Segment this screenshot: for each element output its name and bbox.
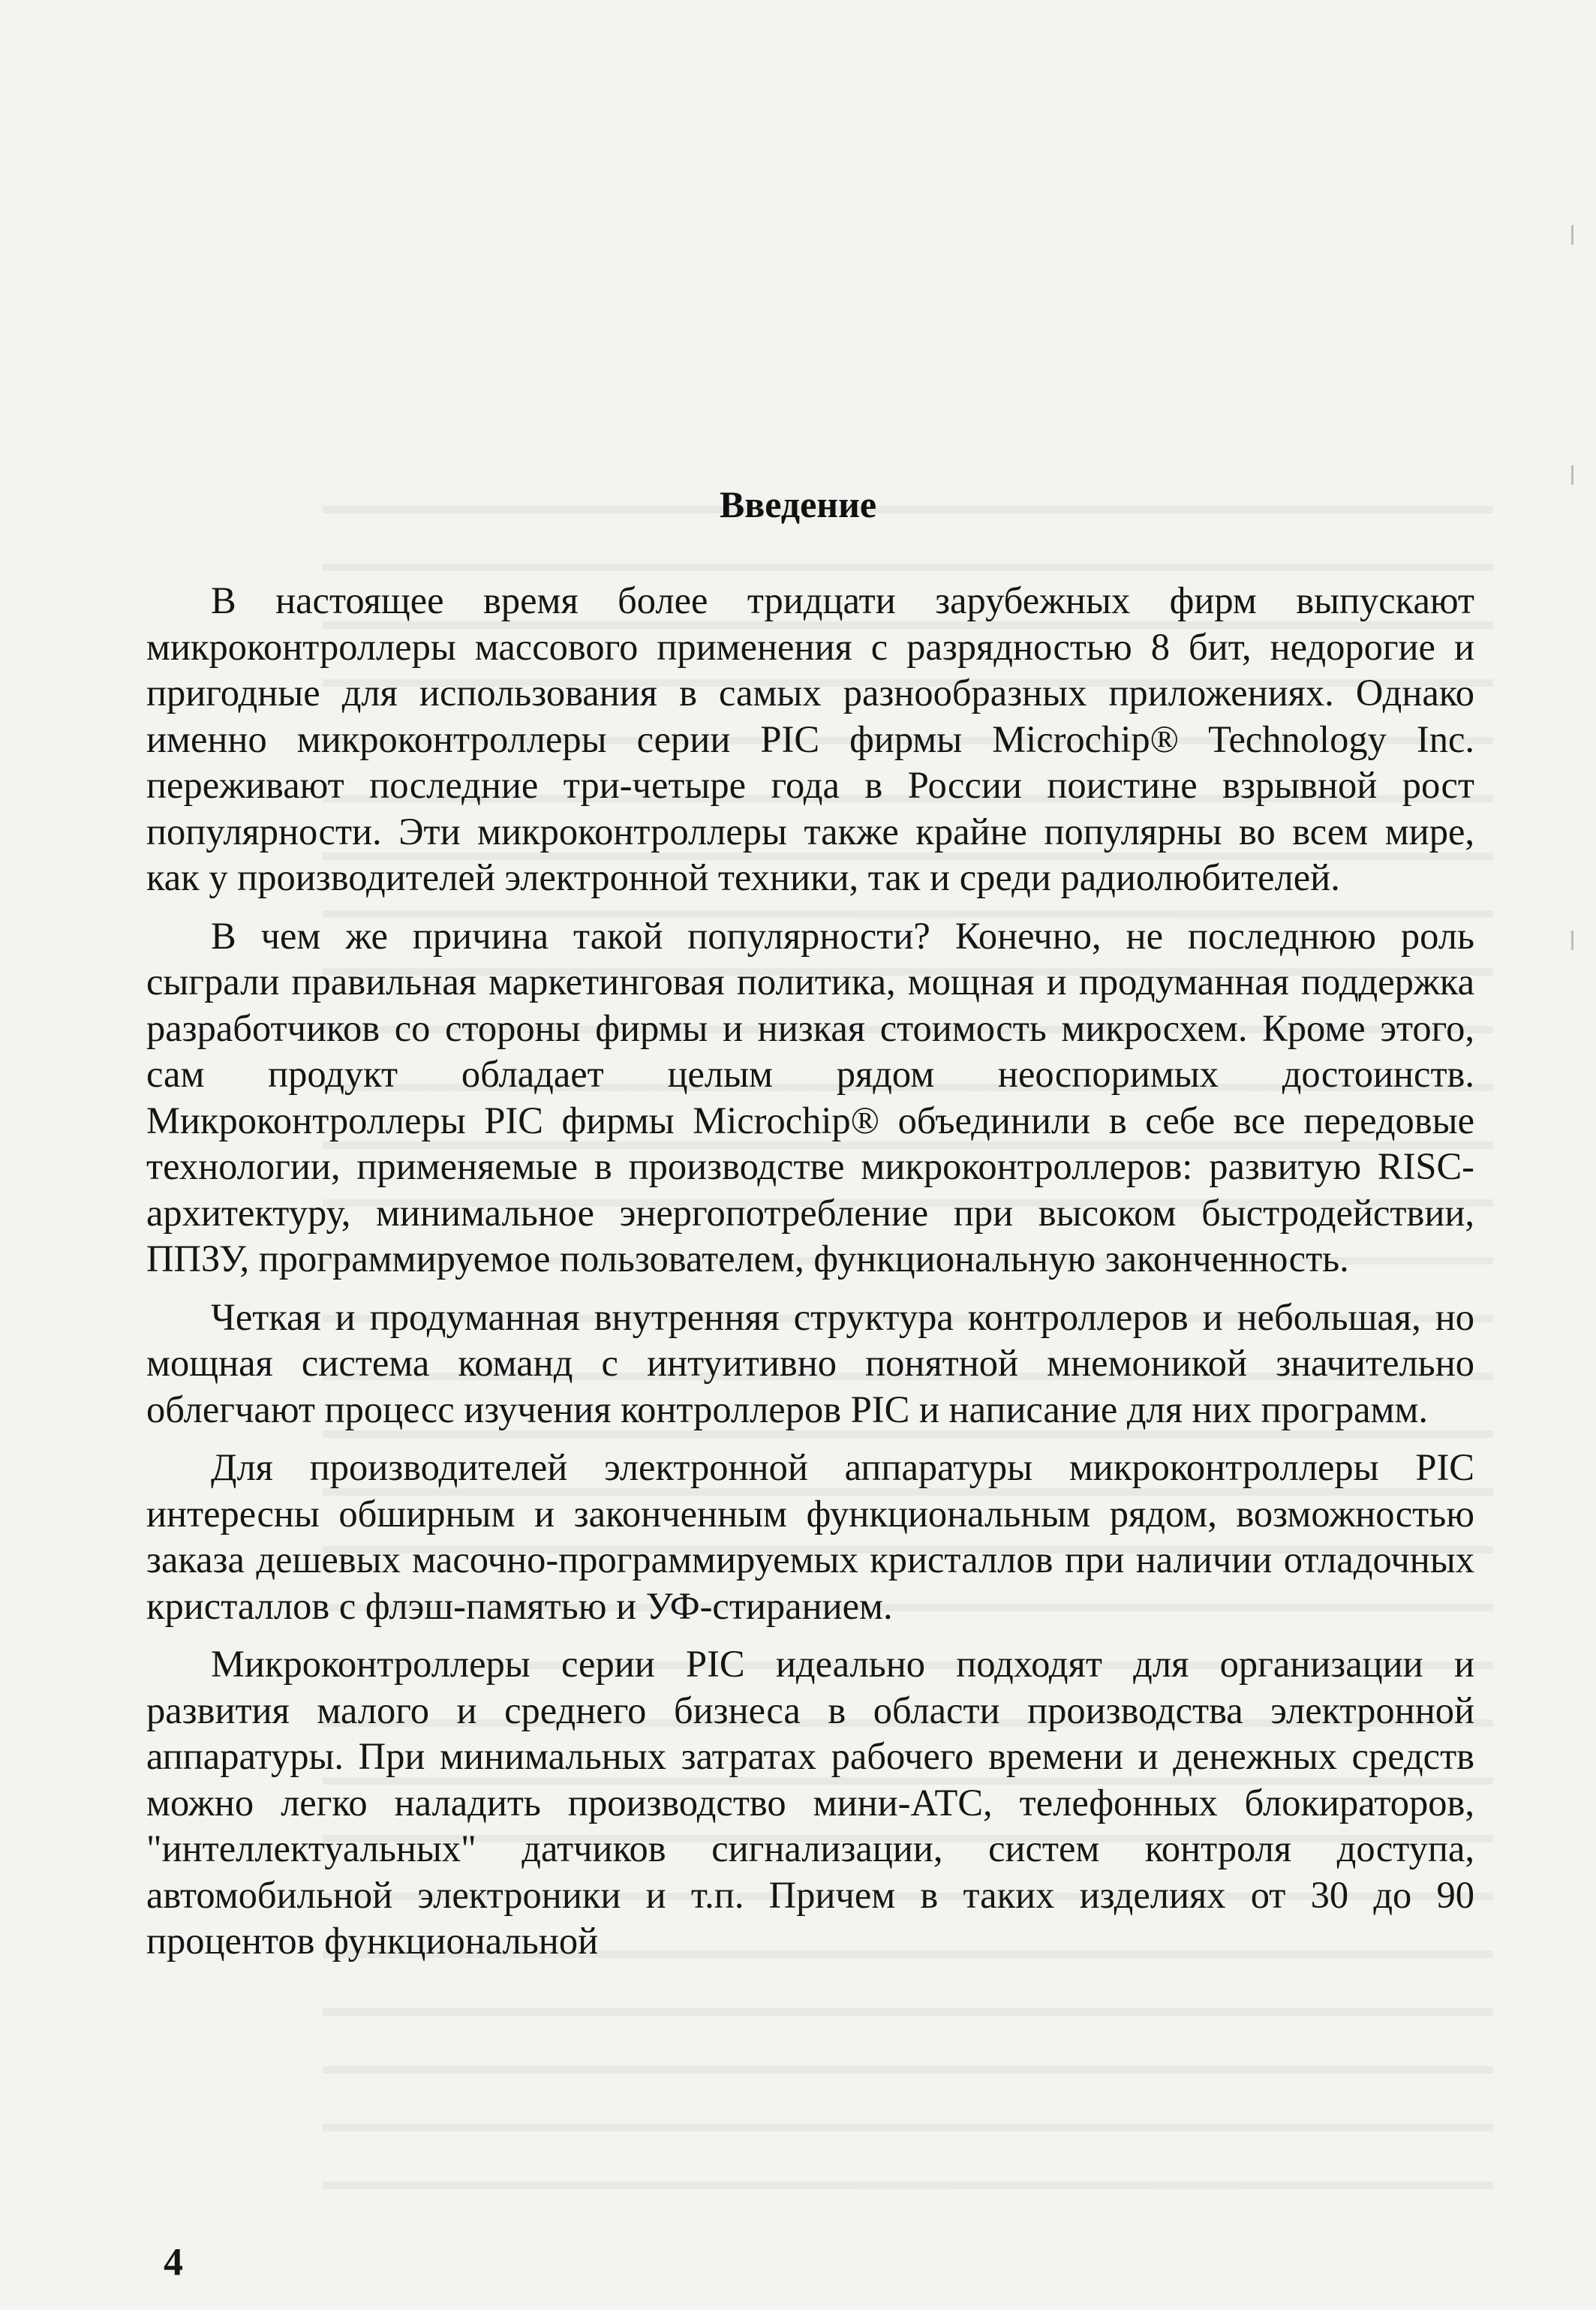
paragraph-2: В чем же причина такой популярности? Конечно, не последнюю роль сыграли правильная маркетинговая политика, мощная и продуманная поддержка разработчиков со стороны фирмы и низкая стоимость микросхем. Кроме этого, сам продукт обладает целым рядом неоспоримых достоинств. Микроконтроллеры PIC фирмы Microchip® объединили в себе все передовые технологии, применяемые в производстве микроконтроллеров: развитую RISC-архитектуру, минимальное энергопотребление при высоком быстродействии, ППЗУ, программируемое пользователем, функциональную законченность. <box>146 914 1474 1280</box>
section-heading: Введение <box>719 483 877 525</box>
paragraph-4: Для производителей электронной аппаратуры микроконтроллеры PIC интересны обширным и законченным функциональным рядом, возможностью заказа дешевых масочно-программируемых кристаллов при наличии отладочных кристаллов с флэш-памятью и УФ-стиранием. <box>146 1446 1474 1627</box>
margin-mark <box>1571 931 1573 950</box>
paragraph-1: В настоящее время более тридцати зарубежных фирм выпускают микроконтроллеры массового применения с разрядностью 8 бит, недорогие и пригодные для использования в самых разнообразных приложениях. Однако именно микроконтроллеры серии PIC фирмы Microchip® Technology Inc. переживают последние три-четыре года в России поистине взрывной рост популярности. Эти микроконтроллеры также крайне популярны во всем мире, как у производителей электронной техники, так и среди радиолюбителей. <box>146 579 1474 898</box>
paragraph-3: Четкая и продуманная внутренняя структура контроллеров и небольшая, но мощная система команд с интуитивно понятной мнемоникой значительно облегчают процесс изучения контроллеров PIC и написание для них программ. <box>146 1295 1474 1430</box>
margin-mark <box>1571 225 1573 245</box>
paragraph-5: Микроконтроллеры серии PIC идеально подходят для организации и развития малого и среднего бизнеса в области производства электронной аппаратуры. При минимальных затратах рабочего времени и денежных средств можно легко наладить производство мини-АТС, телефонных блокираторов, "интеллектуальных" датчиков сигнализации, систем контроля доступа, автомобильной электроники и т.п. Причем в таких изделиях от 30 до 90 процентов функциональной <box>146 1643 1474 1962</box>
page-number: 4 <box>164 2241 183 2284</box>
body-text <box>146 578 1474 1977</box>
